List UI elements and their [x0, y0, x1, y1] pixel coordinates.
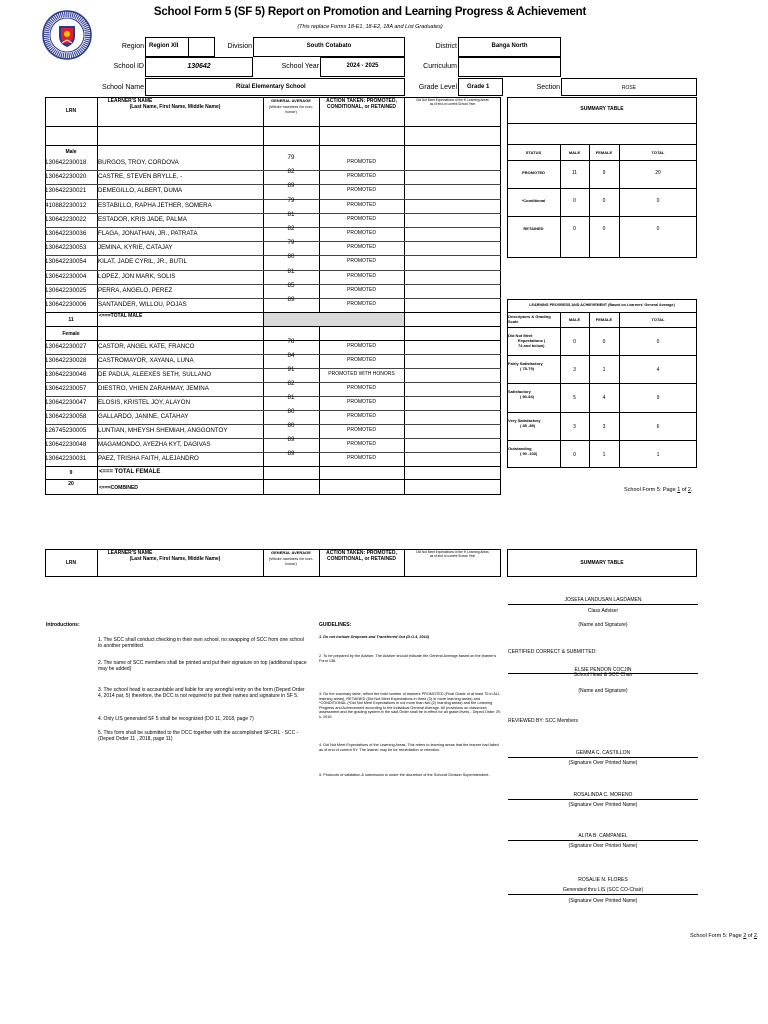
learner-name: CASTROMAYOR, XAYANA, LUNA [98, 357, 194, 364]
learner-action-taken: PROMOTED [347, 357, 376, 363]
learner-action-taken: PROMOTED [347, 258, 376, 265]
summary-female-count: 0 [602, 226, 606, 232]
learner-action-taken: PROMOTED [347, 230, 376, 236]
reviewed-label: REVIEWED BY: SCC Members [508, 718, 579, 724]
scc-member-caption: (Signature Over Printed Name) [568, 843, 638, 849]
learner-action-taken: PROMOTED [347, 385, 376, 391]
descriptor-line: Outstanding [508, 445, 532, 451]
total-male-count: 11 [68, 317, 74, 323]
school-name-value: Rizal Elementary School [236, 84, 306, 90]
total-male-shade [264, 313, 404, 326]
page2-col-avg-2: (Whole numbers for non- [268, 556, 314, 561]
district-value: Banga North [491, 43, 528, 49]
learner-general-average: 85 [287, 281, 295, 289]
learner-general-average: 81 [287, 394, 295, 401]
learner-name: ESTADOR, KRIS JADE, PALMA [98, 215, 187, 223]
progress-female-count: 3 [602, 423, 606, 430]
summary-table [507, 97, 697, 258]
descriptor-line: ( 85 -89) [520, 422, 536, 428]
learner-general-average: 80 [287, 422, 295, 429]
col-header-action-1: ACTION TAKEN: PROMOTED, [326, 98, 397, 104]
progress-total-count: 1 [656, 451, 660, 458]
summary-total-count: 0 [656, 198, 660, 204]
learner-action-taken: PROMOTED [347, 201, 376, 208]
summary-male-count: 0 [573, 198, 576, 204]
table-row [45, 298, 501, 312]
descriptor-line: Expectations ( [518, 338, 546, 343]
intro-item: 2. The name of SCC members shall be printed and put their signature on top (additional space may be added) [98, 660, 307, 672]
page2-col-lacking-2: as of end of current School Year [429, 554, 476, 558]
learner-general-average: 82 [287, 380, 295, 387]
certified-label: CERTIFIED CORRECT & SUBMITTED: [508, 649, 597, 655]
school-name-label: School Name [101, 84, 144, 91]
intro-item: 1. The SCC shall conduct checking in their own school, no swapping of SCC from one school to another permitted. [98, 637, 304, 649]
learner-action-taken: PROMOTED [347, 286, 376, 293]
col-header-lrn: LRN [65, 108, 77, 114]
learner-name: KILAT, JADE CYRIL, JR., BUTIL [98, 258, 187, 266]
descriptor-line: ( 75-79) [520, 366, 535, 372]
progress-descriptor [508, 361, 543, 371]
learner-action-taken: PROMOTED [347, 301, 376, 307]
learner-general-average: 79 [287, 154, 295, 161]
summary-male-count: 11 [571, 170, 578, 176]
progress-total-count: 9 [656, 395, 660, 402]
summary-header-total: TOTAL [651, 150, 665, 155]
school-head-name: ELSIE PENDON COCJIN [574, 667, 632, 673]
learner-lrn: 130642230054 [45, 258, 87, 266]
intro-item: 4. Only LIS generated SF 5 shall be recognized (DO 11, 2018, page 7) [98, 716, 254, 722]
learner-general-average: 79 [287, 196, 295, 204]
progress-descriptor [508, 446, 537, 456]
row-divider [507, 383, 697, 384]
learner-lrn: 130642230048 [45, 441, 87, 448]
learner-action-taken: PROMOTED [347, 455, 376, 461]
col-header-action-2: CONDITIONAL, or RETAINED [326, 104, 397, 110]
learner-general-average: 89 [287, 450, 295, 457]
descriptor-line: ( 90 -100) [520, 450, 538, 456]
division-label: Division [227, 43, 252, 50]
learner-action-taken: PROMOTED [347, 244, 376, 251]
summary-status-label: *Conditional [521, 198, 546, 203]
col-header-lacking-1: Did Not Meet Expectations of the ff. Learning Areas [416, 98, 489, 102]
learner-general-average: 80 [287, 253, 295, 261]
summary-status-label: RETAINED [523, 226, 544, 231]
progress-female-count: 1 [602, 367, 606, 374]
adviser-signature-caption: (Name and Signature) [578, 622, 628, 628]
learner-lrn: 130642230053 [45, 244, 87, 252]
learner-name: DEMEGILLO, ALBERT, DUMA [98, 187, 183, 195]
region-label: Region [121, 43, 144, 50]
descriptor-line: 74 and below) [518, 343, 545, 348]
form-subtitle: (This replace Forms 18-E1, 18-E2, 18A and List Graduates) [297, 24, 443, 30]
learner-action-taken: PROMOTED [347, 187, 376, 194]
learner-lrn: 130642230036 [45, 230, 87, 237]
page2-col-lacking-1: Did Not Meet Expectations of the ff. Learning Areas [416, 550, 489, 554]
guideline-item: 5. Protocols of validation & submission is under the discretion of the Schools Division Superintendent. [319, 773, 490, 777]
learner-name: JEMINA, KYRIE, CATAJAY [98, 244, 173, 252]
guideline-item: 3. On the summary table, reflect the total number of learners PROMOTED (Final Grade of at least 75 in ALL learning areas), RETAINED (Did Not Meet Expectations in three (3) or more learning areas) and *CONDITIONAL (*Did Not Meet Expectations in not more than two (2) learning areas) and the Learning Progress and Achievement according to the individual General Average. All provisions on classroom assessment and the grading system in the said Order shall be in effect for all grade levels - Deped Order 29, s. 2015. [319, 692, 501, 719]
progress-table-title: LEARNING PROGRESS AND ACHIEVEMENT (Based on Learners' General Average) [529, 303, 675, 307]
descriptor-line: Fairly Satisfactory [508, 361, 543, 367]
progress-descriptor [508, 389, 534, 399]
total-female-count: 9 [69, 470, 73, 476]
learner-action-taken: PROMOTED [347, 159, 376, 165]
learner-name: SANTANDER, WILLOU, POJAS [98, 301, 187, 308]
section-label: Section [536, 84, 560, 91]
table-row [45, 452, 501, 466]
last-signatory-role: Generated thru LIS (SCC CO-Chair) [562, 887, 644, 893]
signature-line [508, 799, 698, 800]
page2-col-avg-1: GENERAL AVERAGE [271, 550, 311, 555]
female-section-label: Female [62, 331, 80, 337]
learner-name: CASTRE, STEVEN BRYLLE, - [98, 173, 183, 181]
learner-lrn: 130642230018 [45, 159, 87, 166]
learner-name: BURGOS, TROY, CORDOVA [98, 159, 179, 166]
summary-header-male: MALE [568, 150, 581, 155]
progress-female-count: 0 [602, 339, 606, 345]
descriptor-line: Did Not Meet [508, 333, 533, 338]
progress-header-total: TOTAL [651, 317, 665, 322]
intro-item: 3. The school head is accountable and liable for any wrongful entry on the form (Deped Order 4, 2014 par, 5) therefore, the DCC is not required to put their names and signature in SF 5. [98, 687, 305, 699]
learner-general-average: 89 [287, 182, 295, 190]
learner-lrn: 130642230004 [45, 272, 87, 280]
learner-action-taken: PROMOTED [347, 272, 376, 279]
summary-header-status: STATUS [525, 150, 542, 155]
learner-lrn: 130642230057 [45, 385, 87, 392]
page2-footer-of: of [747, 933, 753, 939]
learner-name: DIESTRO, VHIEN ZARAHMAY, JEMINA [98, 385, 209, 392]
learner-lrn: 130642230027 [45, 343, 87, 350]
learner-general-average: 91 [287, 366, 295, 373]
scc-member-caption: (Signature Over Printed Name) [568, 760, 638, 766]
page2-col-action-1: ACTION TAKEN: PROMOTED, [326, 550, 397, 556]
last-signatory-name: ROSALIE N. FLORES [578, 877, 628, 883]
row-divider [507, 355, 697, 356]
page2-col-action-2: CONDITIONAL, or RETAINED [326, 556, 397, 562]
learner-lrn: 130642230020 [45, 173, 87, 181]
progress-total-count: 0 [656, 339, 660, 345]
page2-footer-page: 2 [743, 933, 747, 939]
progress-male-count: 0 [573, 451, 576, 458]
learner-action-taken: PROMOTED [347, 399, 376, 405]
learner-lrn: 130642230025 [45, 286, 87, 294]
last-signatory-caption: (Signature Over Printed Name) [568, 898, 638, 904]
summary-total-count: 20 [655, 170, 661, 176]
learner-lrn: 130642230058 [45, 413, 87, 420]
summary-table-title: SUMMARY TABLE [580, 106, 624, 112]
adviser-role: Class Adviser [587, 608, 619, 614]
district-label: District [435, 43, 457, 50]
page2-footer-total: 2 [753, 933, 757, 939]
learner-action-taken: PROMOTED [347, 215, 376, 222]
page2-summary-title: SUMMARY TABLE [580, 560, 624, 566]
page2-footer-end: . [756, 933, 759, 939]
learner-general-average: 82 [287, 225, 295, 232]
learner-name: ESTABILLO, RAPHA JETHER, SOMERA [98, 201, 212, 209]
learner-name: LUNTIAN, MHEYSH SHEMIAH, ANGGONTOY [98, 427, 228, 434]
progress-total-count: 4 [656, 367, 660, 374]
learner-lrn: 130642230031 [45, 455, 87, 462]
learner-action-taken: PROMOTED [347, 413, 376, 419]
col-header-name-2: (Last Name, First Name, Middle Name) [129, 104, 221, 110]
progress-descriptor [508, 418, 540, 428]
descriptor-line: Very Satisfactory [508, 417, 541, 423]
scc-member-name: GEMMA C. CASTILLON [575, 750, 631, 756]
page1-footer [624, 487, 693, 493]
progress-female-count: 4 [602, 395, 606, 402]
learner-general-average: 81 [287, 210, 295, 218]
intro-item: 5. This form shall be submitted to the DCC together with the accomplished SFCR1 - SCC - (Deped Order 11 , 2018, page 11) [98, 730, 299, 742]
guideline-item: 2. To be prepared by the Adviser. The Adviser should indicate the General Average based on the learner's Form 138. [319, 654, 497, 663]
learner-name: CASTOR, ANGEL KATE, FRANCO [98, 343, 195, 350]
learner-general-average: 78 [287, 338, 295, 345]
school-head-role: School Head & SCC Chair [573, 672, 633, 678]
curriculum-label: Curriculum [423, 63, 457, 70]
progress-header-male: MALE [568, 317, 581, 322]
guidelines-label: GUIDELINES: [319, 622, 352, 628]
progress-male-count: 5 [573, 395, 576, 402]
learner-action-taken: PROMOTED [347, 427, 376, 433]
learner-general-average: 79 [287, 239, 295, 247]
summary-female-count: 0 [602, 198, 606, 204]
learner-general-average: 81 [287, 267, 295, 275]
row-divider [507, 412, 697, 413]
progress-total-count: 6 [656, 423, 660, 430]
summary-total-count: 0 [656, 226, 660, 232]
guideline-item: 1. Do not include Dropouts and Transferred Out (D.O.4, 2014) [319, 635, 430, 639]
summary-female-count: 9 [602, 170, 606, 176]
learner-name: LOPEZ, JON MARK, SOLIS [98, 272, 176, 280]
scc-member-caption: (Signature Over Printed Name) [568, 802, 638, 808]
section-value: ROSE [621, 85, 637, 91]
page1-footer-of: of [681, 487, 687, 493]
learner-action-taken: PROMOTED WITH HONORS [328, 371, 395, 377]
grade-level-value: Grade 1 [467, 84, 490, 90]
learner-action-taken: PROMOTED [347, 441, 376, 447]
page2-col-lrn: LRN [65, 560, 77, 566]
learner-lrn: 130642230046 [45, 371, 87, 378]
learner-name: DE PADUA, ALEEXES SETH, SULLANO [98, 371, 212, 378]
male-section-label: Male [65, 149, 77, 155]
descriptor-line: ( 80-84) [520, 394, 535, 400]
progress-male-count: 0 [573, 339, 576, 345]
combined-label: <===COMBINED [99, 485, 138, 491]
row-divider [507, 440, 697, 441]
learner-action-taken: PROMOTED [347, 343, 376, 349]
learner-lrn: 130642230028 [45, 357, 87, 364]
learner-lrn: 130642230006 [45, 301, 87, 308]
learner-general-average: 89 [287, 296, 295, 303]
page1-footer-total: 2 [687, 487, 691, 493]
learner-name: PAEZ, TRISHA FAITH, ALEJANDRO [98, 455, 199, 462]
curriculum-field[interactable] [458, 57, 561, 77]
guideline-item: 4. Did Not Meet Expectations of the Learning Areas. This refers to learning areas that the learner had failed as of end of current SY. The learner may be for remediation or retention. [319, 743, 499, 752]
page2-col-name-2: (Last Name, First Name, Middle Name) [129, 556, 221, 562]
learner-lrn: 410882230012 [45, 201, 87, 209]
col-header-name-1: LEARNER'S NAME [107, 98, 153, 104]
page2-col-name-1: LEARNER'S NAME [107, 550, 153, 556]
summary-header-female: FEMALE [595, 150, 613, 155]
school-head-signature-caption: (Name and Signature) [578, 688, 628, 694]
progress-male-count: 3 [573, 423, 576, 430]
region-value: Region XII [149, 43, 179, 49]
learner-lrn: 130642230047 [45, 399, 87, 406]
introductions-label: Introductions: [46, 622, 80, 628]
progress-female-count: 1 [602, 451, 606, 458]
learner-name: MAGAMONDO, AYEZHA KYT, DAGIVAS [98, 441, 211, 448]
progress-header-desc-1: Descriptors & Grading [508, 314, 551, 319]
school-year-value: 2024 - 2025 [346, 63, 379, 69]
col-header-avg-1: GENERAL AVERAGE [271, 98, 311, 103]
summary-status-label: PROMOTED [521, 170, 546, 175]
descriptor-line: Satisfactory [508, 389, 531, 395]
learner-lrn: 130642230022 [45, 215, 87, 223]
learner-lrn: 126745230005 [45, 427, 87, 434]
learner-name: GALLARDO, JANINE, CATAHAY [98, 413, 189, 420]
signature-line [508, 757, 698, 758]
total-female-label: <=== TOTAL FEMALE [99, 469, 161, 475]
page1-footer-end: . [690, 487, 693, 493]
learner-general-average: 89 [287, 436, 295, 443]
total-male-label: <===TOTAL MALE [99, 313, 143, 319]
school-id-label: School ID [113, 63, 144, 70]
page2-footer-prefix: School Form 5: Page [690, 933, 742, 939]
page2-footer [690, 933, 759, 939]
progress-descriptor [508, 333, 545, 348]
school-id-value: 130642 [187, 63, 211, 70]
col-header-avg-3: honor) [285, 109, 297, 114]
learner-name: ELOSIS, KRISTEL JOY, ALAYON [98, 399, 191, 406]
form-title: School Form 5 (SF 5) Report on Promotion and Learning Progress & Achievement [153, 6, 587, 18]
deped-seal-logo [42, 10, 92, 60]
school-year-label: School Year [281, 63, 319, 70]
learner-name: PERRA, ANGELO, PEREZ [98, 286, 173, 294]
scc-member-name: ALITA B. CAMPANIEL [578, 833, 628, 839]
grade-level-label: Grade Level [418, 84, 457, 91]
division-value: South Cotabato [306, 43, 352, 49]
page1-footer-prefix: School Form 5: Page [624, 487, 676, 493]
progress-header-female: FEMALE [595, 317, 613, 322]
combined-count: 20 [68, 481, 74, 487]
col-header-avg-2: (Whole numbers for non- [268, 104, 314, 109]
summary-male-count: 0 [573, 226, 576, 232]
page2-col-avg-3: honor) [285, 561, 297, 566]
learner-action-taken: PROMOTED [347, 173, 376, 180]
learner-general-average: 80 [287, 408, 295, 415]
adviser-name: JOSEFA LANDUSAN LAGDAMEN [564, 597, 642, 603]
learner-general-average: 84 [287, 352, 295, 359]
progress-header-desc-2: Scale [508, 319, 519, 324]
learner-general-average: 82 [287, 168, 295, 176]
col-header-lacking-2: as of end of current School Year [429, 102, 476, 106]
scc-member-name: ROSALINDA C. MORENO [573, 792, 633, 798]
learner-name: FLAGA, JONATHAN, JR., PATRATA [98, 230, 198, 237]
learner-lrn: 130642230021 [45, 187, 87, 195]
signature-line [508, 840, 698, 841]
progress-male-count: 3 [573, 367, 576, 374]
page1-footer-page: 1 [677, 487, 681, 493]
